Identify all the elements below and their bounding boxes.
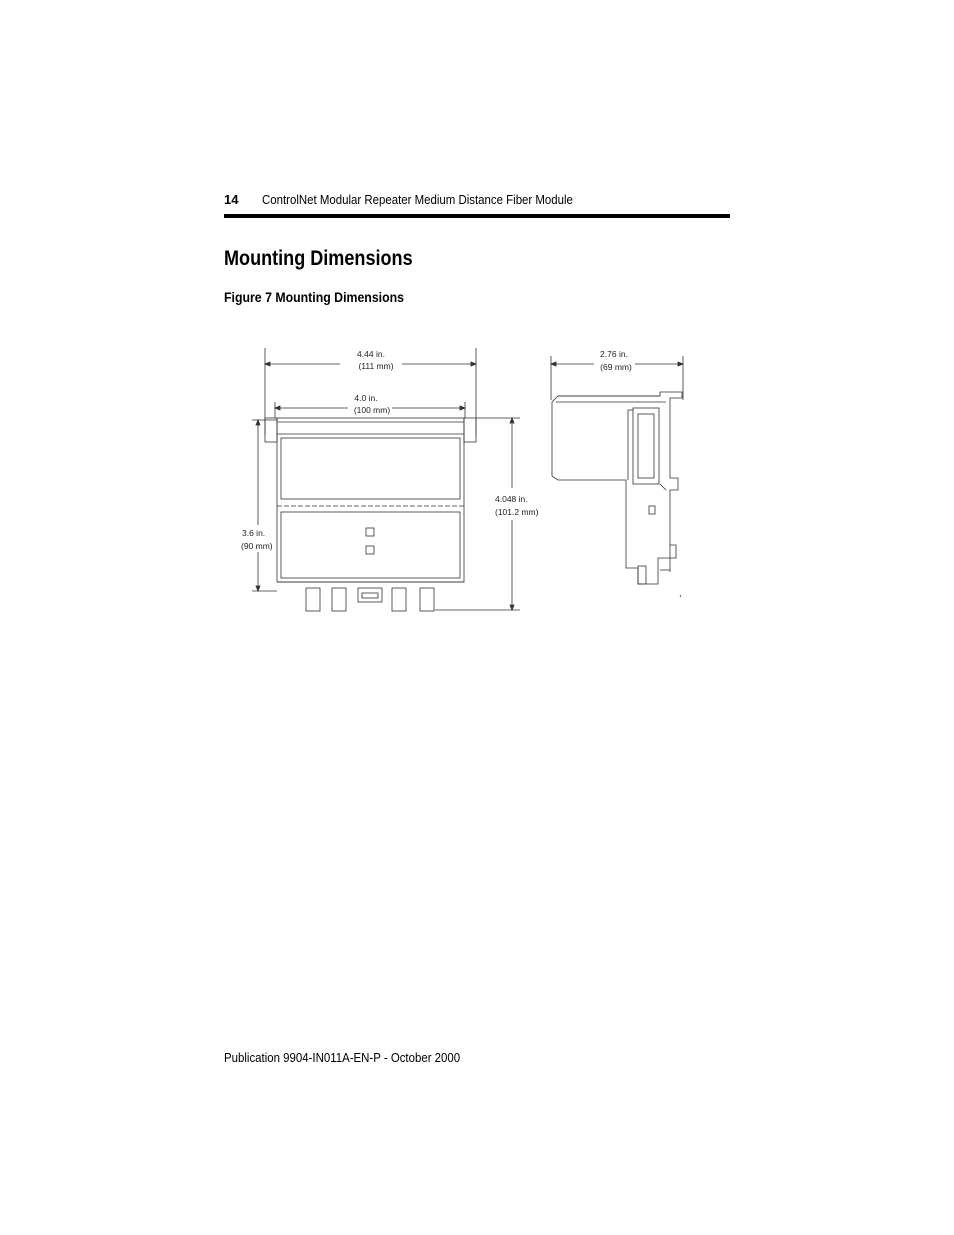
dim-side-depth-in: 2.76 in. — [600, 349, 628, 359]
page-number: 14 — [224, 192, 239, 207]
dim-overall-height-in: 4.048 in. — [495, 494, 528, 504]
running-title: ControlNet Modular Repeater Medium Distance Fiber Module — [262, 192, 573, 207]
dimension-drawing-svg — [230, 340, 700, 620]
dim-inner-width-mm: (100 mm) — [353, 405, 391, 415]
dim-inner-width-in: 4.0 in. — [354, 393, 378, 403]
publication-footer: Publication 9904-IN011A-EN-P - October 2000 — [224, 1050, 461, 1065]
dim-height-mm: (90 mm) — [241, 541, 273, 551]
mounting-dimensions-drawing — [230, 340, 700, 620]
figure-caption: Figure 7 Mounting Dimensions — [224, 289, 405, 305]
dim-overall-width-in: 4.44 in. — [357, 349, 385, 359]
dim-overall-width-mm: (111 mm) — [358, 361, 394, 371]
dim-side-depth-mm: (69 mm) — [600, 362, 632, 372]
header-rule — [224, 214, 730, 218]
page-header — [224, 192, 730, 222]
dim-overall-height-mm: (101.2 mm) — [495, 507, 539, 517]
section-title: Mounting Dimensions — [224, 247, 413, 270]
dim-height-in: 3.6 in. — [242, 528, 266, 538]
